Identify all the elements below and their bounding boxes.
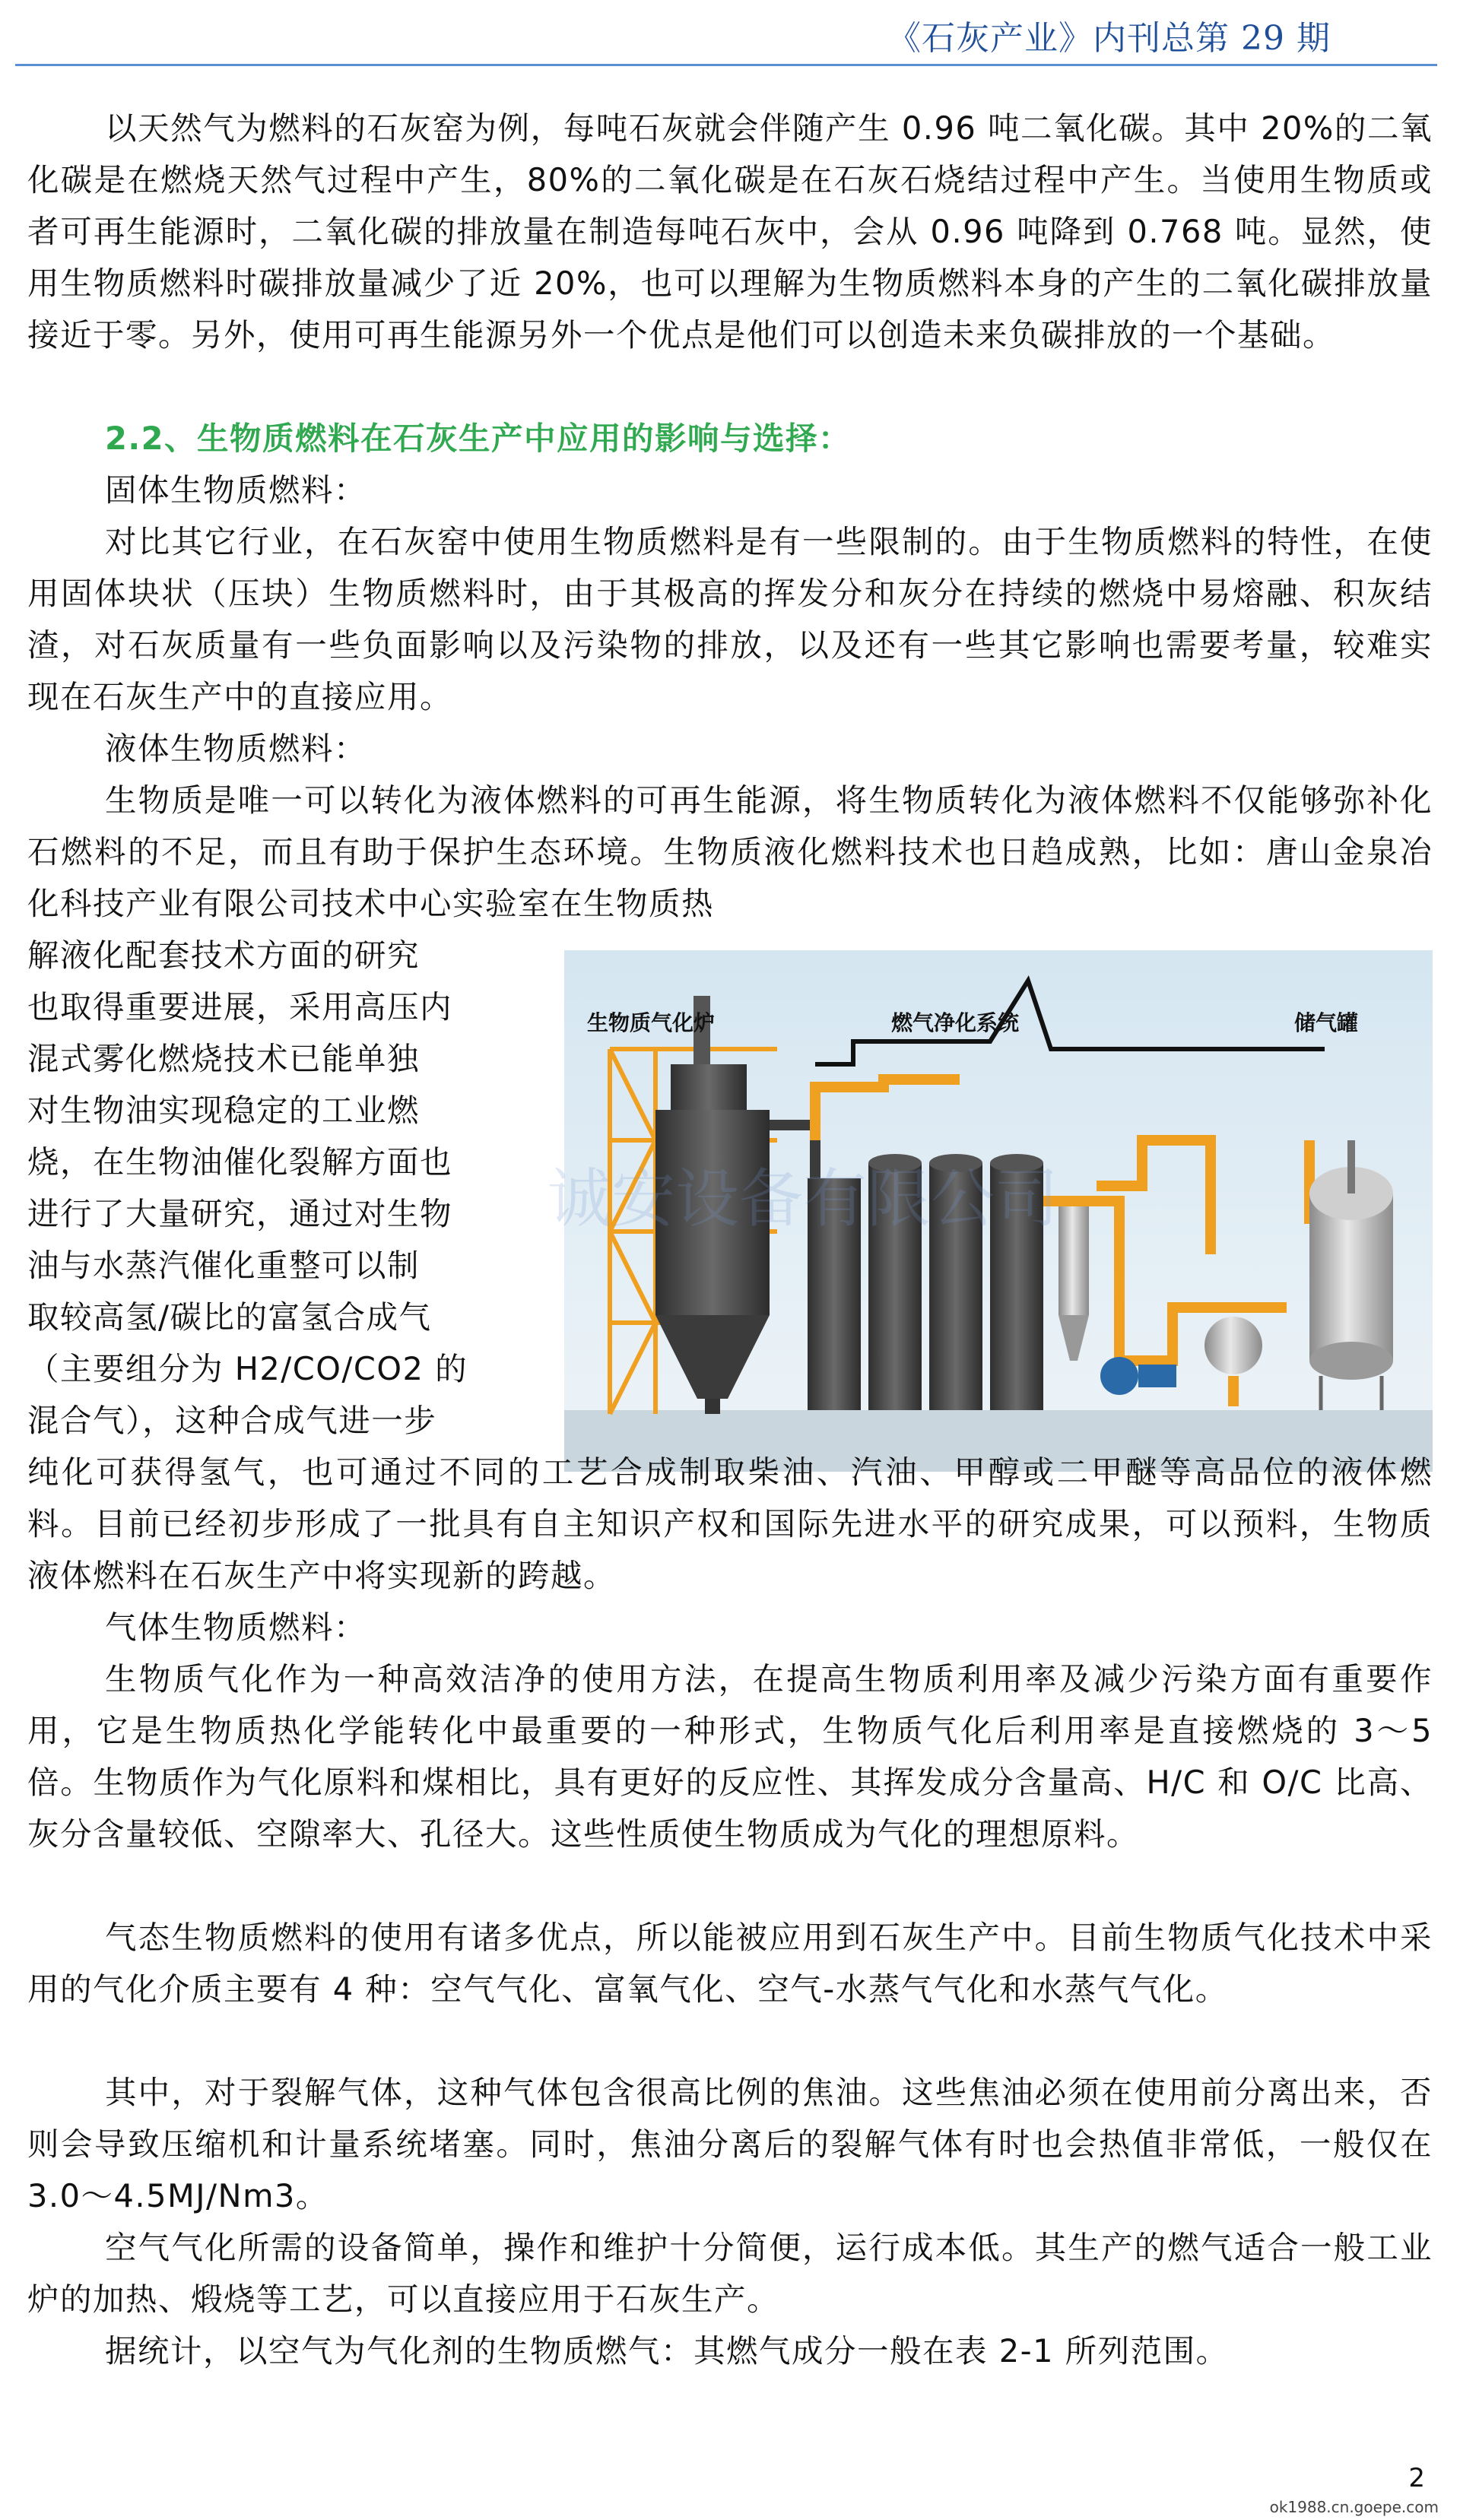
wrap-line: 烧，在生物油催化裂解方面也 — [27, 1143, 453, 1181]
liquid-fuel-paragraph-top: 生物质是唯一可以转化为液体燃料的可再生能源，将生物质转化为液体燃料不仅能够弥补化石燃料的不足，而且有助于保护生态环境。生物质液化燃料技术也日趋成熟，比如：唐山金泉冶化科技产业有限公司技术中心实验室在生物质热 — [27, 781, 1433, 922]
figure-label-tank: 储气罐 — [1294, 1010, 1359, 1035]
gas-fuel-paragraph-1: 生物质气化作为一种高效洁净的使用方法，在提高生物质利用率及减少污染方面有重要作用，它是生物质热化学能转化中最重要的一种形式，生物质气化后利用率是直接燃烧的 3～5 倍。生物质作为气化原料和煤相比，具有更好的反应性、其挥发成分含量高、H/C 和 O/C 比高、灰分含量较低、空隙率大、孔径大。这些性质使生物质成为气化的理想原料。 — [27, 1660, 1433, 1853]
gasification-system-figure — [564, 950, 1433, 1472]
journal-title: 《石灰产业》内刊总第 29 期 — [887, 19, 1331, 58]
small-tank — [1204, 1317, 1262, 1374]
wrap-line: 对生物油实现稳定的工业燃 — [27, 1092, 421, 1129]
solid-fuel-heading: 固体生物质燃料： — [105, 471, 367, 509]
wrap-line: （主要组分为 H2/CO/CO2 的 — [27, 1350, 468, 1387]
company-watermark: 诚安设备有限公司 — [548, 1162, 1059, 1236]
paragraph-intro: 以天然气为燃料的石灰窑为例，每吨石灰就会伴随产生 0.96 吨二氧化碳。其中 20%的二氧化碳是在燃烧天然气过程中产生，80%的二氧化碳是在石灰石烧结过程中产生。当使用生物质或者可再生能源时，二氧化碳的排放量在制造每吨石灰中，会从 0.96 吨降到 0.768 吨。显然，使用生物质燃料时碳排放量减少了近 20%，也可以理解为生物质燃料本身的产生的二氧化碳排放量接近于零。另外，使用可再生能源另外一个优点是他们可以创造未来负碳排放的一个基础。 — [27, 109, 1433, 353]
wrap-line: 解液化配套技术方面的研究 — [27, 937, 421, 974]
page-number: 2 — [1408, 2463, 1425, 2493]
gas-fuel-paragraph-4: 空气气化所需的设备简单，操作和维护十分简便，运行成本低。其生产的燃气适合一般工业炉的加热、煅烧等工艺，可以直接应用于石灰生产。 — [27, 2229, 1433, 2318]
wrap-line: 进行了大量研究，通过对生物 — [27, 1195, 453, 1232]
wrap-line: 混式雾化燃烧技术已能单独 — [27, 1040, 421, 1077]
wrap-line: 也取得重要进展，采用高压内 — [27, 988, 453, 1025]
wrap-line: 取较高氢/碳比的富氢合成气 — [27, 1298, 432, 1336]
wrap-line: 混合气），这种合成气进一步 — [27, 1402, 437, 1439]
gas-fuel-paragraph-5: 据统计，以空气为气化剂的生物质燃气：其燃气成分一般在表 2-1 所列范围。 — [105, 2332, 1229, 2369]
section-heading: 2.2、生物质燃料在石灰生产中应用的影响与选择： — [105, 420, 852, 457]
liquid-fuel-heading: 液体生物质燃料： — [105, 730, 367, 767]
gas-fuel-heading: 气体生物质燃料： — [105, 1609, 367, 1646]
gas-storage-tank — [1309, 1140, 1393, 1410]
figure-label-gasifier: 生物质气化炉 — [587, 1010, 716, 1035]
solid-fuel-paragraph: 对比其它行业，在石灰窑中使用生物质燃料是有一些限制的。由于生物质燃料的特性，在使用固体块状（压块）生物质燃料时，由于其极高的挥发分和灰分在持续的燃烧中易熔融、积灰结渣，对石灰质量有一些负面影响以及污染物的排放，以及还有一些其它影响也需要考量，较难实现在石灰生产中的直接应用。 — [27, 523, 1433, 715]
header-divider — [15, 64, 1437, 66]
gas-fuel-paragraph-3: 其中，对于裂解气体，这种气体包含很高比例的焦油。这些焦油必须在使用前分离出来，否则会导致压缩机和计量系统堵塞。同时，焦油分离后的裂解气体有时也会热值非常低，一般仅在 3.0～4.5MJ/Nm3。 — [27, 2074, 1433, 2214]
gas-fuel-paragraph-2: 气态生物质燃料的使用有诸多优点，所以能被应用到石灰生产中。目前生物质气化技术中采用的气化介质主要有 4 种：空气气化、富氧气化、空气-水蒸气气化和水蒸气气化。 — [27, 1919, 1433, 2008]
figure-label-purifier: 燃气净化系统 — [891, 1010, 1020, 1035]
liquid-fuel-paragraph-bottom: 纯化可获得氢气，也可通过不同的工艺合成制取柴油、汽油、甲醇或二甲醚等高品位的液体燃料。目前已经初步形成了一批具有自主知识产权和国际先进水平的研究成果，可以预料，生物质液体燃料在石灰生产中将实现新的跨越。 — [27, 1453, 1433, 1594]
gasification-diagram — [564, 950, 1433, 1472]
footer-url: ok1988.cn.goepe.com — [1269, 2498, 1439, 2516]
wrap-line: 油与水蒸汽催化重整可以制 — [27, 1247, 421, 1284]
